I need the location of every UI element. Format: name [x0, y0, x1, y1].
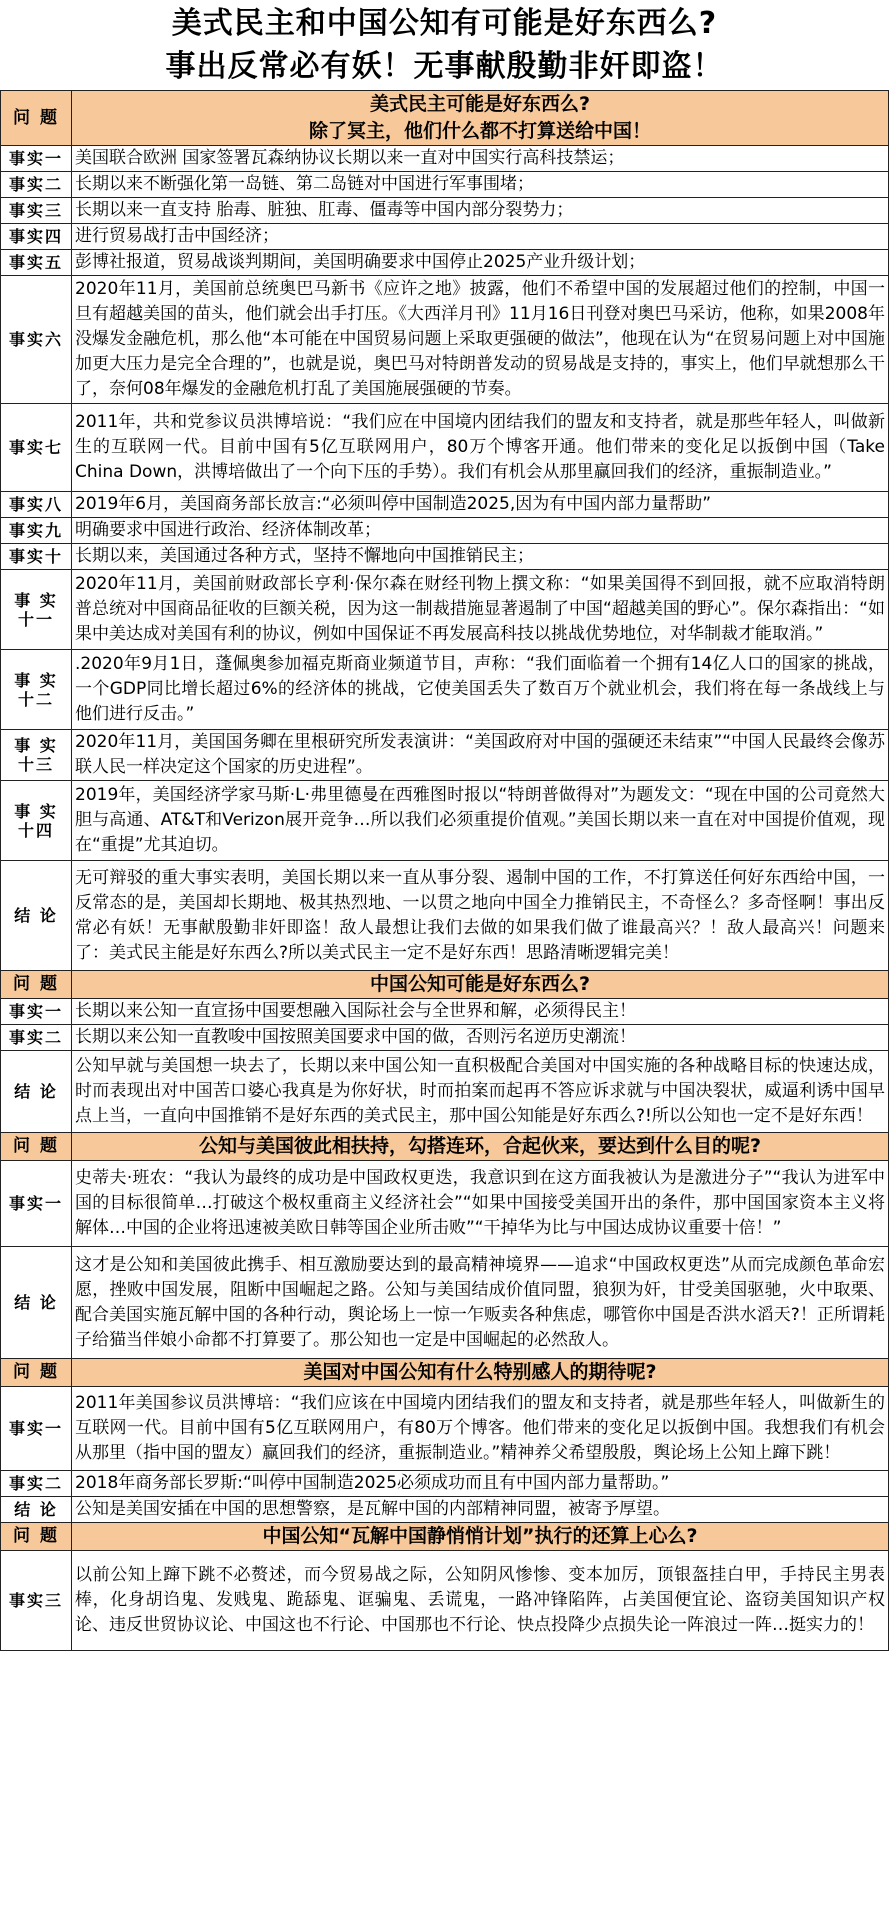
fact-label: 结 论 [1, 1247, 72, 1359]
fact-text: 长期以来公知一直教唆中国按照美国要求中国的做，否则污名逆历史潮流！ [72, 1025, 889, 1051]
fact-label: 事实三 [1, 198, 72, 224]
fact-row [1, 1025, 889, 1051]
fact-label: 事实一 [1, 1161, 72, 1247]
question-label: 问 题 [1, 1359, 72, 1387]
fact-text: 2011年美国参议员洪博培：“我们应该在中国境内团结我们的盟友和支持者，就是那些年轻人，叫做新生的互联网一代。目前中国有5亿互联网用户，有80万个博客。他们带来的变化足以扳倒中国。我想我们有机会从那里（指中国的盟友）赢回我们的经济，重振制造业。”精神养父希望殷殷，舆论场上公知上蹿下跳！ [72, 1387, 889, 1471]
question-row [1, 1359, 889, 1387]
fact-row [1, 861, 889, 971]
fact-row [1, 570, 889, 650]
fact-row [1, 1471, 889, 1497]
question-text: 美式民主可能是好东西么? 除了冥主，他们什么都不打算送给中国！ [72, 91, 889, 146]
fact-label: 结 论 [1, 861, 72, 971]
fact-text: 长期以来一直支持 胎毒、脏独、肛毒、僵毒等中国内部分裂势力； [72, 198, 889, 224]
fact-row [1, 276, 889, 404]
fact-label: 事实三 [1, 1551, 72, 1651]
fact-text: 2020年11月，美国前财政部长亨利·保尔森在财经刊物上撰文称：“如果美国得不到回报，就不应取消特朗普总统对中国商品征收的巨额关税，因为这一制裁措施显著遏制了中国“超越美国的野心”。保尔森指出：“如果中美达成对美国有利的协议，例如中国保证不再发展高科技以挑战优势地位，对华制裁才能取消。” [72, 570, 889, 650]
fact-row [1, 198, 889, 224]
fact-text: 公知是美国安插在中国的思想警察，是瓦解中国的内部精神同盟，被寄予厚望。 [72, 1497, 889, 1523]
fact-label: 事实十 [1, 544, 72, 570]
fact-row [1, 146, 889, 172]
fact-row [1, 1387, 889, 1471]
fact-text: 长期以来，美国通过各种方式，坚持不懈地向中国推销民主； [72, 544, 889, 570]
fact-text: 这才是公知和美国彼此携手、相互激励要达到的最高精神境界——追求“中国政权更迭”从而完成颜色革命宏愿，挫败中国发展，阻断中国崛起之路。公知与美国结成价值同盟，狼狈为奸，甘受美国驱驰，火中取栗、配合美国实施瓦解中国的各种行动，舆论场上一惊一乍贩卖各种焦虑，哪管你中国是否洪水滔天?！正所谓耗子给猫当伴娘小命都不打算要了。那公知也一定是中国崛起的必然敌人。 [72, 1247, 889, 1359]
fact-text: 进行贸易战打击中国经济； [72, 224, 889, 250]
fact-row [1, 999, 889, 1025]
fact-row [1, 781, 889, 861]
fact-text: 彭博社报道，贸易战谈判期间，美国明确要求中国停止2025产业升级计划； [72, 250, 889, 276]
document-title [0, 0, 889, 90]
fact-label: 事 实 十二 [1, 650, 72, 730]
fact-label: 结 论 [1, 1051, 72, 1133]
facts-table [0, 90, 889, 1651]
fact-label: 事实八 [1, 492, 72, 518]
fact-text: 2020年11月，美国前总统奥巴马新书《应许之地》披露，他们不希望中国的发展超过他们的控制，中国一旦有超越美国的苗头，他们就会出手打压。《大西洋月刊》11月16日刊登对奥巴马采访，他称，如果2008年没爆发金融危机，那么他“本可能在中国贸易问题上采取更强硬的做法”，他现在认为“在贸易问题上对中国施加更大压力是完全合理的”，也就是说，奥巴马对特朗普发动的贸易战是支持的，事实上，他们早就想那么干了，奈何08年爆发的金融危机打乱了美国施展强硬的节奏。 [72, 276, 889, 404]
fact-row [1, 250, 889, 276]
fact-text: 2019年6月，美国商务部长放言:“必须叫停中国制造2025,因为有中国内部力量帮助” [72, 492, 889, 518]
fact-row [1, 1161, 889, 1247]
fact-label: 事实七 [1, 404, 72, 492]
fact-text: 以前公知上蹿下跳不必赘述，而今贸易战之际，公知阴风惨惨、变本加厉，顶银盔挂白甲，手持民主男表棒，化身胡诌鬼、发贱鬼、跪舔鬼、诓骗鬼、丢谎鬼，一路冲锋陷阵，占美国便宜论、盗窃美国知识产权论、违反世贸协议论、中国这也不行论、中国那也不行论、快点投降少点损失论一阵浪过一阵…挺实力的！ [72, 1551, 889, 1651]
fact-label: 事 实 十四 [1, 781, 72, 861]
fact-row [1, 172, 889, 198]
fact-label: 事实九 [1, 518, 72, 544]
fact-row [1, 1247, 889, 1359]
fact-row [1, 1551, 889, 1651]
fact-label: 事实二 [1, 1471, 72, 1497]
fact-text: 长期以来公知一直宣扬中国要想融入国际社会与全世界和解，必须得民主！ [72, 999, 889, 1025]
question-label: 问 题 [1, 91, 72, 146]
fact-text: 2020年11月，美国国务卿在里根研究所发表演讲：“美国政府对中国的强硬还未结束”“中国人民最终会像苏联人民一样决定这个国家的历史进程”。 [72, 730, 889, 781]
question-text: 美国对中国公知有什么特别感人的期待呢? [72, 1359, 889, 1387]
fact-label: 事 实 十三 [1, 730, 72, 781]
fact-row [1, 492, 889, 518]
fact-text: 明确要求中国进行政治、经济体制改革； [72, 518, 889, 544]
question-row [1, 1133, 889, 1161]
question-row [1, 1523, 889, 1551]
fact-row [1, 224, 889, 250]
fact-text: 史蒂夫·班农：“我认为最终的成功是中国政权更迭，我意识到在这方面我被认为是激进分子”“我认为进军中国的目标很简单…打破这个极权重商主义经济社会”“如果中国接受美国开出的条件，那中国国家资本主义将解体…中国的企业将迅速被美欧日韩等国企业所击败”“干掉华为比与中国达成协议重要十倍！” [72, 1161, 889, 1247]
fact-label: 事实一 [1, 999, 72, 1025]
fact-text: .2020年9月1日，蓬佩奥参加福克斯商业频道节目，声称：“我们面临着一个拥有14亿人口的国家的挑战，一个GDP同比增长超过6%的经济体的挑战，它使美国丢失了数百万个就业机会，我们将在每一条战线上与他们进行反击。” [72, 650, 889, 730]
title-line-1: 美式民主和中国公知有可能是好东西么? [171, 6, 718, 41]
fact-label: 事实一 [1, 146, 72, 172]
question-label: 问 题 [1, 1523, 72, 1551]
question-label: 问 题 [1, 1133, 72, 1161]
fact-text: 2018年商务部长罗斯:“叫停中国制造2025必须成功而且有中国内部力量帮助。” [72, 1471, 889, 1497]
fact-row [1, 730, 889, 781]
fact-row [1, 404, 889, 492]
fact-label: 事实二 [1, 1025, 72, 1051]
fact-text: 美国联合欧洲 国家签署瓦森纳协议长期以来一直对中国实行高科技禁运； [72, 146, 889, 172]
question-row [1, 971, 889, 999]
fact-row [1, 1051, 889, 1133]
fact-text: 无可辩驳的重大事实表明，美国长期以来一直从事分裂、遏制中国的工作，不打算送任何好东西给中国，一反常态的是，美国却长期地、极其热烈地、一以贯之地向中国全力推销民主，不奇怪么？多奇怪啊！事出反常必有妖！无事献殷勤非奸即盗！敌人最想让我们去做的如果我们做了谁最高兴？！敌人最高兴！问题来了：美式民主能是好东西么?所以美式民主一定不是好东西！思路清晰逻辑完美！ [72, 861, 889, 971]
fact-text: 2019年，美国经济学家马斯·L·弗里德曼在西雅图时报以“特朗普做得对”为题发文：“现在中国的公司竟然大胆与高通、AT&T和Verizon展开竞争…所以我们必须重提价值观。”美国长期以来一直在对中国提价值观，现在“重提”尤其迫切。 [72, 781, 889, 861]
fact-label: 事实一 [1, 1387, 72, 1471]
fact-text: 公知早就与美国想一块去了，长期以来中国公知一直积极配合美国对中国实施的各种战略目标的快速达成，时而表现出对中国苦口婆心我真是为你好状，时而拍案而起再不答应诉求就与中国决裂状，威逼利诱中国早点上当，一直向中国推销不是好东西的美式民主，那中国公知能是好东西么?!所以公知也一定不是好东西！ [72, 1051, 889, 1133]
question-row [1, 91, 889, 146]
question-text: 公知与美国彼此相扶持，勾搭连环，合起伙来，要达到什么目的呢? [72, 1133, 889, 1161]
fact-label: 事实五 [1, 250, 72, 276]
fact-label: 事实二 [1, 172, 72, 198]
fact-row [1, 650, 889, 730]
question-text: 中国公知可能是好东西么? [72, 971, 889, 999]
fact-row [1, 518, 889, 544]
fact-label: 结 论 [1, 1497, 72, 1523]
fact-text: 2011年，共和党参议员洪博培说：“我们应在中国境内团结我们的盟友和支持者，就是那些年轻人，叫做新生的互联网一代。目前中国有5亿互联网用户，80万个博客开通。他们带来的变化足以扳倒中国（Take China Down，洪博培做出了一个向下压的手势）。我们有机会从那里赢回我们的经济，重振制造业。” [72, 404, 889, 492]
question-text: 中国公知“瓦解中国静悄悄计划”执行的还算上心么? [72, 1523, 889, 1551]
fact-text: 长期以来不断强化第一岛链、第二岛链对中国进行军事围堵； [72, 172, 889, 198]
question-label: 问 题 [1, 971, 72, 999]
fact-label: 事实四 [1, 224, 72, 250]
fact-row [1, 544, 889, 570]
fact-label: 事 实 十一 [1, 570, 72, 650]
title-line-2: 事出反常必有妖！无事献殷勤非奸即盗！ [165, 49, 724, 84]
fact-row [1, 1497, 889, 1523]
fact-label: 事实六 [1, 276, 72, 404]
